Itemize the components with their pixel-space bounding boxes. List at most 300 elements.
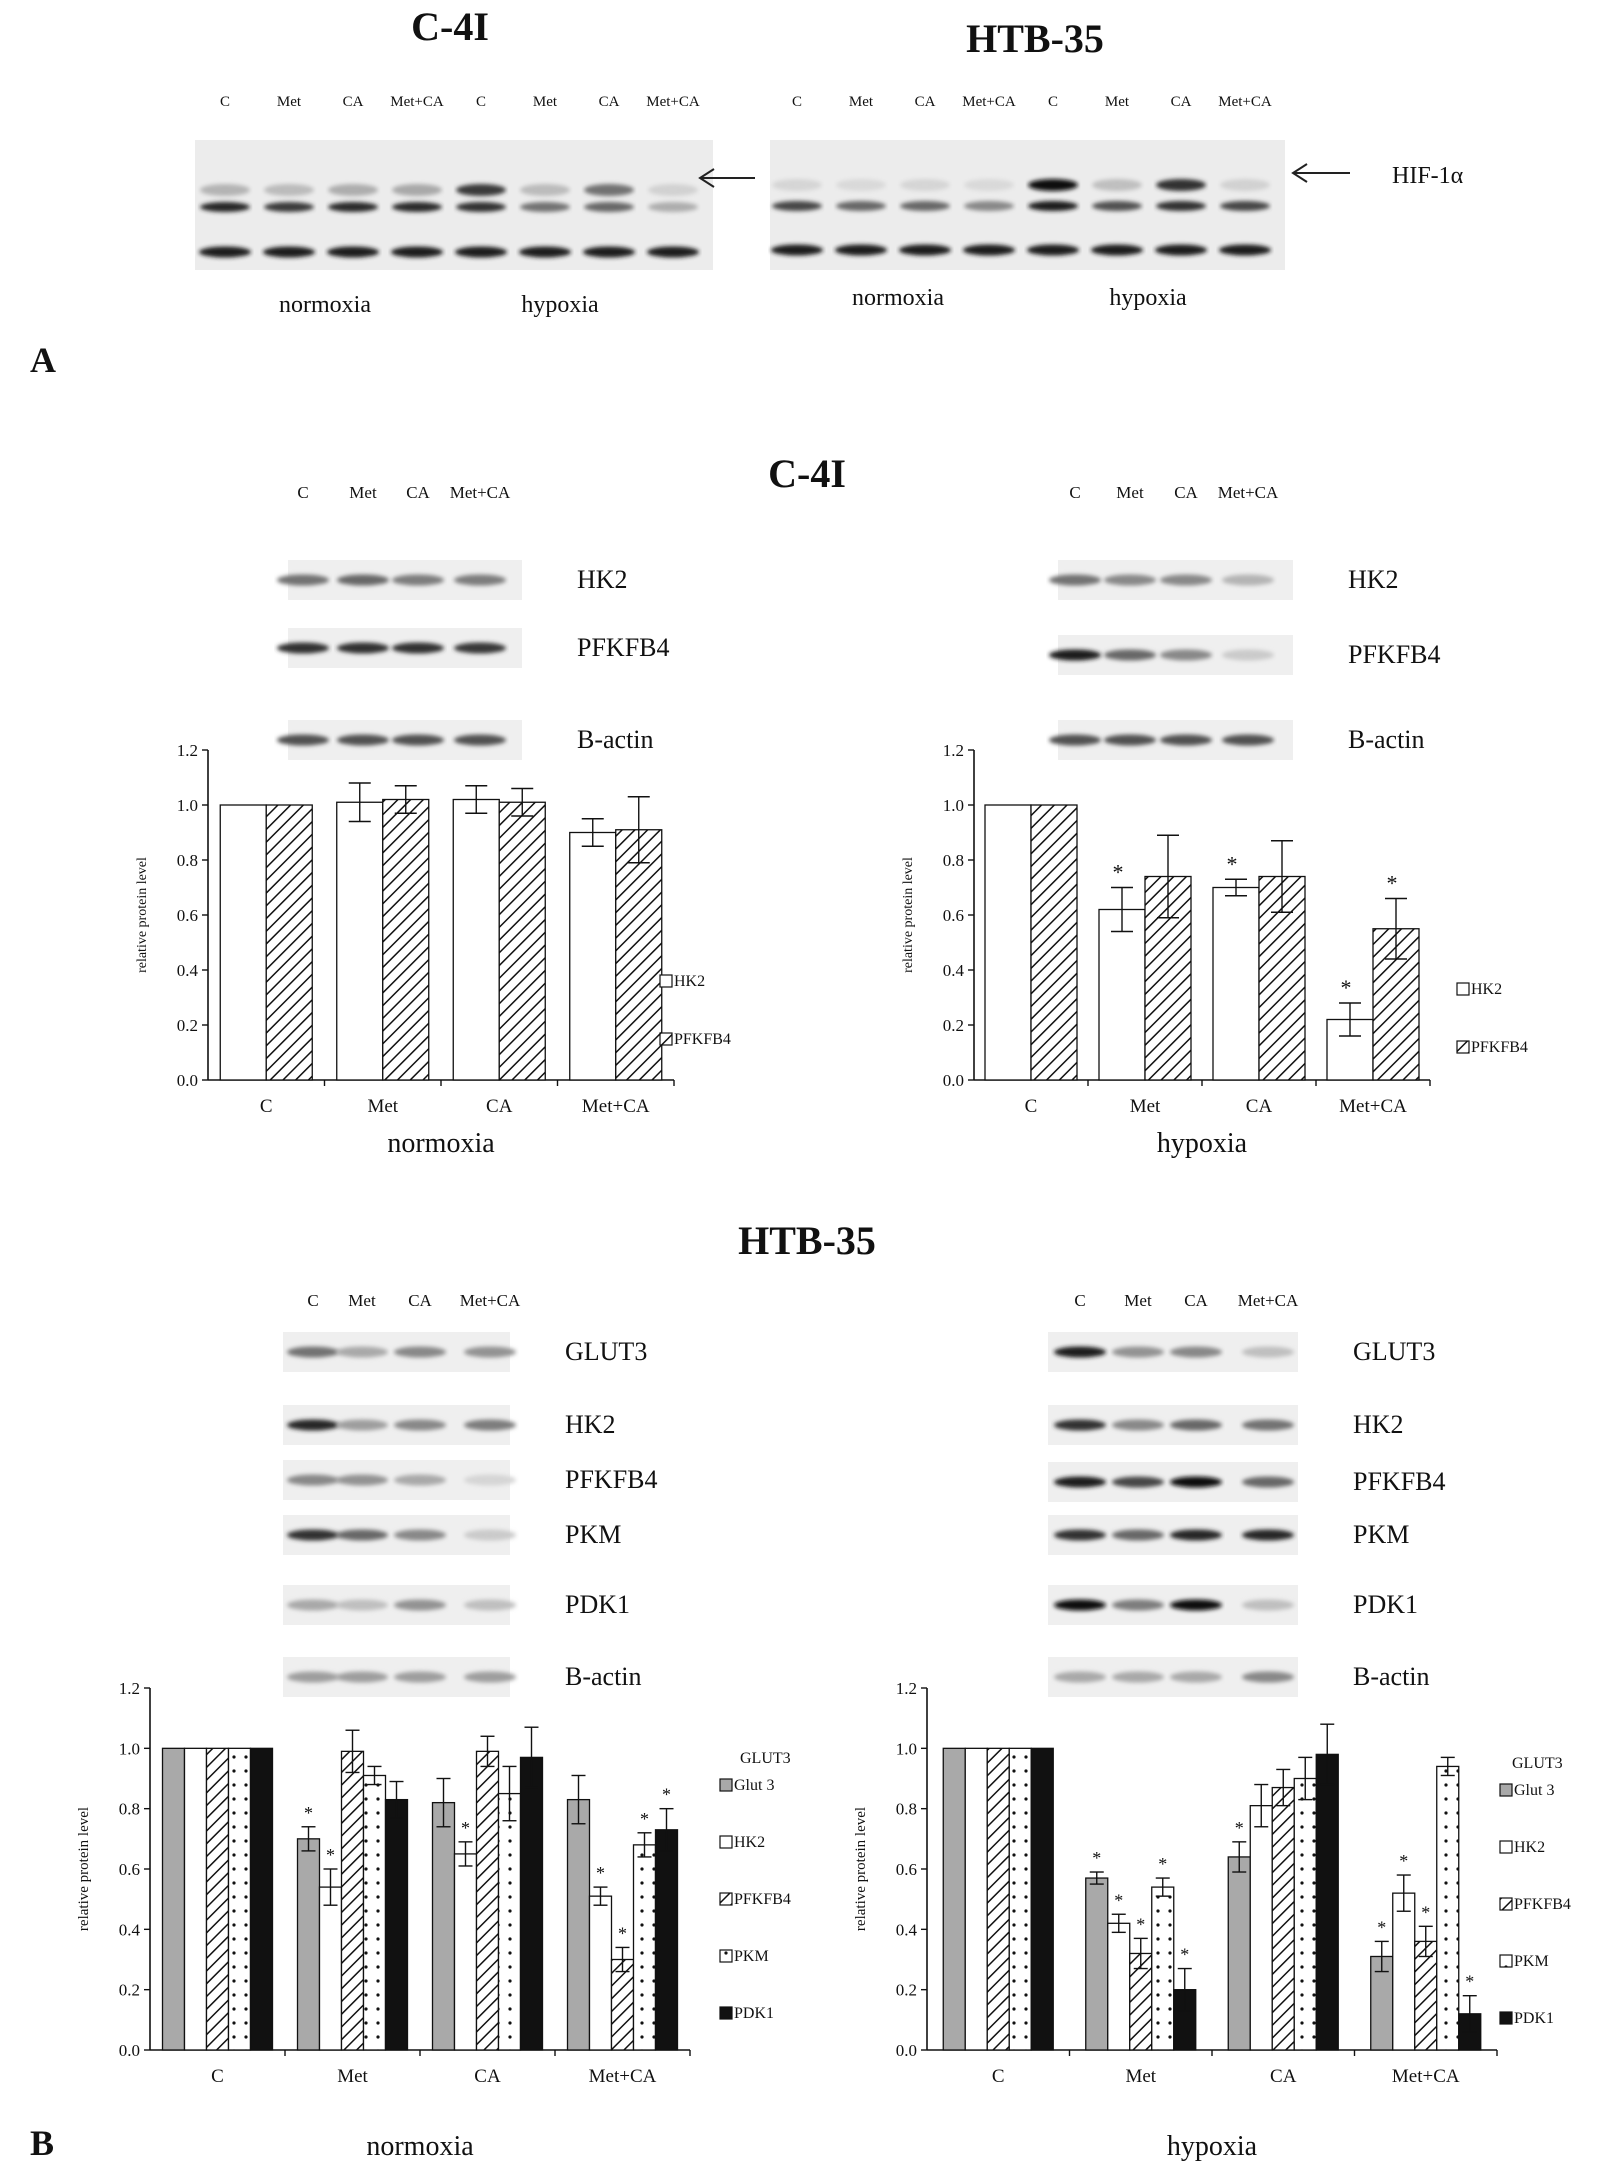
blot-band — [1155, 245, 1207, 256]
bar-pkm — [1009, 1748, 1031, 2050]
significance-marker: * — [1092, 1848, 1102, 1869]
blot-band — [964, 179, 1014, 191]
x-tick-label: Met — [367, 1096, 399, 1117]
x-tick-label: Met+CA — [581, 1096, 650, 1117]
bar-pdk1 — [521, 1757, 543, 2050]
y-tick-label: 0.8 — [895, 1799, 917, 1819]
protein-label: PKM — [565, 1520, 622, 1549]
blot-band — [287, 1600, 339, 1611]
bar-glut-3 — [943, 1748, 965, 2050]
significance-marker: * — [1180, 1944, 1190, 1965]
lane-label: CA — [342, 94, 364, 110]
lane-label: Met+CA — [646, 94, 700, 110]
blot-band — [336, 1475, 388, 1486]
blot-band — [1112, 1347, 1164, 1358]
bar-pfkfb4 — [1031, 805, 1077, 1080]
significance-marker: * — [1386, 870, 1398, 896]
y-tick-label: 0.8 — [176, 851, 198, 870]
panel_b_c4i-hypoxia-blots — [1049, 483, 1441, 760]
bar-glut-3 — [568, 1800, 590, 2050]
x-tick-label: CA — [1245, 1096, 1273, 1117]
lane-label: C — [297, 483, 309, 502]
significance-marker: * — [1399, 1851, 1409, 1872]
y-tick-label: 1.0 — [895, 1739, 917, 1759]
blot-band — [1049, 735, 1101, 746]
lane-label: Met+CA — [1218, 94, 1272, 110]
protein-label: B-actin — [1353, 1662, 1430, 1691]
blot-band — [1092, 179, 1142, 191]
x-axis-label: hypoxia — [1166, 2131, 1258, 2162]
blot-band — [1092, 201, 1142, 211]
blot-band — [1028, 201, 1078, 211]
protein-label: PDK1 — [1353, 1590, 1419, 1619]
bar-pkm — [1294, 1779, 1316, 2051]
x-tick-label: C — [259, 1096, 273, 1117]
condition-label: hypoxia — [1109, 285, 1187, 311]
blot-band — [287, 1530, 339, 1541]
x-axis-label: normoxia — [366, 2131, 474, 2162]
bar-pkm — [1152, 1887, 1174, 2050]
significance-marker: * — [304, 1802, 313, 1823]
blot-band — [454, 735, 506, 746]
blot-band — [1170, 1600, 1222, 1611]
blot-band — [1242, 1530, 1294, 1541]
panel_b_c4i-normoxia-blots — [277, 483, 670, 760]
blot-band — [836, 179, 886, 191]
bar-pfkfb4 — [342, 1751, 364, 2050]
x-tick-label: Met+CA — [1339, 1096, 1407, 1117]
blot-band — [1091, 245, 1143, 256]
x-tick-label: Met — [337, 2066, 368, 2087]
significance-marker: * — [1114, 1890, 1124, 1911]
blot-band — [1112, 1530, 1164, 1541]
bar-hk2 — [570, 833, 616, 1081]
blot-band — [1054, 1600, 1106, 1611]
blot-band — [772, 179, 822, 191]
blot-band — [963, 245, 1015, 256]
blot-band — [337, 575, 389, 586]
blot-band — [1049, 575, 1101, 586]
significance-marker: * — [1226, 851, 1238, 877]
y-tick-label: 0.6 — [118, 1860, 140, 1879]
blot-band — [337, 643, 389, 654]
bar-hk2 — [1213, 888, 1259, 1081]
lane-label: CA — [408, 1291, 432, 1310]
blot-band — [392, 643, 444, 654]
bar-glut-3 — [298, 1839, 320, 2050]
blot-band — [1220, 201, 1270, 211]
significance-marker: * — [596, 1863, 605, 1884]
blot-band — [1242, 1420, 1294, 1431]
panel-a-blot-0 — [195, 4, 713, 318]
blot-band — [520, 184, 570, 196]
blot-band — [1170, 1420, 1222, 1431]
y-tick-label: 0.0 — [895, 2041, 917, 2060]
y-tick-label: 0.2 — [118, 1980, 140, 2000]
blot-band — [900, 201, 950, 211]
blot-band — [391, 247, 443, 258]
blot-band — [771, 245, 823, 256]
panel-a-blot-1 — [770, 16, 1285, 311]
legend-swatch — [1500, 1841, 1512, 1853]
bar-pdk1 — [1316, 1754, 1338, 2050]
bar-chart-0 — [135, 741, 731, 1159]
x-axis-label: normoxia — [387, 1128, 495, 1159]
significance-marker: * — [1112, 859, 1124, 885]
lane-label: C — [219, 94, 231, 110]
protein-label: HK2 — [577, 565, 628, 594]
blot-band — [1027, 245, 1079, 256]
lane-label: CA — [406, 483, 430, 502]
blot-band — [336, 1420, 388, 1431]
bar-hk2 — [455, 1854, 477, 2050]
y-tick-label: 0.4 — [176, 961, 198, 980]
blot-band — [1049, 650, 1101, 661]
bar-hk2 — [1250, 1806, 1272, 2050]
blot-band — [464, 1530, 516, 1541]
y-tick-label: 0.8 — [942, 851, 964, 870]
blot-band — [648, 202, 698, 212]
lane-label: Met — [348, 1291, 376, 1310]
y-tick-label: 1.0 — [118, 1739, 140, 1759]
blot-band — [1104, 650, 1156, 661]
y-tick-label: 1.2 — [895, 1679, 917, 1698]
blot-band — [336, 1347, 388, 1358]
legend-swatch — [720, 1779, 732, 1791]
legend-swatch — [1457, 1041, 1469, 1053]
blot-band — [836, 201, 886, 211]
protein-label: PFKFB4 — [1353, 1467, 1446, 1496]
blot-band — [464, 1420, 516, 1431]
blot-band — [1112, 1600, 1164, 1611]
blot-band — [394, 1530, 446, 1541]
cell-line-title: C-4I — [768, 451, 846, 496]
blot-band — [1222, 735, 1274, 746]
blot-band — [454, 575, 506, 586]
condition-label: hypoxia — [521, 292, 599, 318]
bar-pdk1 — [656, 1830, 678, 2050]
blot-band — [520, 202, 570, 212]
blot-band — [1242, 1600, 1294, 1611]
blot-band — [263, 247, 315, 258]
blot-band — [1160, 650, 1212, 661]
lane-label: CA — [1184, 1291, 1208, 1310]
bar-pfkfb4 — [1272, 1788, 1294, 2050]
blot-band — [392, 184, 442, 196]
x-tick-label: C — [991, 2066, 1005, 2087]
legend-swatch — [1500, 1784, 1512, 1796]
blot-band — [899, 245, 951, 256]
blot-band — [394, 1475, 446, 1486]
protein-label: GLUT3 — [565, 1337, 648, 1366]
blot-band — [584, 184, 634, 196]
y-tick-label: 1.2 — [118, 1679, 140, 1698]
y-tick-label: 0.0 — [118, 2041, 140, 2060]
significance-marker: * — [1377, 1917, 1387, 1938]
x-tick-label: C — [211, 2066, 224, 2087]
blot-band — [1028, 179, 1078, 191]
legend-swatch — [1500, 1955, 1512, 1967]
cell-line-title: C-4I — [411, 4, 489, 49]
blot-band — [1156, 201, 1206, 211]
blot-band — [1220, 179, 1270, 191]
y-axis-label: relative protein level — [853, 1806, 869, 1932]
lane-label: Met+CA — [390, 94, 444, 110]
blot-band — [394, 1600, 446, 1611]
significance-marker: * — [1234, 1817, 1244, 1838]
legend-swatch — [720, 2007, 732, 2019]
bar-pfkfb4 — [616, 830, 662, 1080]
legend-swatch — [720, 1893, 732, 1905]
bar-chart-2 — [76, 1679, 791, 2162]
bar-hk2 — [453, 800, 499, 1081]
blot-band — [900, 179, 950, 191]
protein-label: HK2 — [565, 1410, 616, 1439]
significance-marker: * — [1421, 1902, 1431, 1923]
y-tick-label: 0.0 — [176, 1071, 198, 1090]
y-tick-label: 1.2 — [942, 741, 964, 760]
y-tick-label: 0.4 — [895, 1920, 917, 1940]
legend-swatch — [660, 1033, 672, 1045]
lane-label: C — [1069, 483, 1081, 502]
marker-label: HIF-1α — [1392, 163, 1464, 189]
lane-label: Met — [1116, 483, 1144, 502]
blot-band — [394, 1347, 446, 1358]
x-tick-label: Met+CA — [588, 2066, 657, 2087]
lane-label: CA — [1170, 94, 1192, 110]
blot-band — [327, 247, 379, 258]
panel_b_htb35-hypoxia-blots — [1048, 1291, 1446, 1697]
legend-label: PDK1 — [1514, 2010, 1555, 2027]
bar-hk2 — [337, 802, 383, 1080]
legend-title: GLUT3 — [1512, 1755, 1563, 1772]
blot-band — [264, 184, 314, 196]
blot-band — [964, 201, 1014, 211]
blot-band — [1112, 1420, 1164, 1431]
bar-glut-3 — [433, 1803, 455, 2050]
blot-band — [336, 1530, 388, 1541]
blot-band — [1222, 575, 1274, 586]
blot-band — [1170, 1477, 1222, 1488]
blot-band — [454, 643, 506, 654]
significance-marker: * — [618, 1923, 627, 1944]
blot-band — [392, 575, 444, 586]
blot-band — [392, 202, 442, 212]
legend-label: HK2 — [734, 1834, 766, 1851]
y-axis-label: relative protein level — [76, 1806, 92, 1932]
bar-hk2 — [965, 1748, 987, 2050]
blot-band — [1156, 179, 1206, 191]
bar-pfkfb4 — [266, 805, 312, 1080]
lane-label: C — [1074, 1291, 1086, 1310]
x-tick-label: CA — [474, 2066, 501, 2087]
blot-band — [1242, 1477, 1294, 1488]
bar-glut-3 — [1086, 1878, 1108, 2050]
blot-band — [1160, 575, 1212, 586]
blot-band — [1054, 1672, 1106, 1683]
lane-label: Met — [848, 94, 874, 110]
blot-band — [336, 1600, 388, 1611]
y-tick-label: 0.8 — [118, 1799, 140, 1819]
lane-label: Met — [276, 94, 302, 110]
bar-hk2 — [185, 1748, 207, 2050]
legend-label: Glut 3 — [1514, 1782, 1555, 1799]
bar-pdk1 — [386, 1800, 408, 2050]
lane-label: CA — [1174, 483, 1198, 502]
lane-label: C — [475, 94, 487, 110]
lane-label: Met+CA — [449, 483, 511, 502]
lane-label: C — [307, 1291, 319, 1310]
blot-band — [584, 202, 634, 212]
protein-label: PFKFB4 — [565, 1465, 658, 1494]
bar-chart-3 — [853, 1679, 1571, 2162]
legend-swatch — [1500, 1898, 1512, 1910]
bar-pfkfb4 — [207, 1748, 229, 2050]
blot-band — [519, 247, 571, 258]
bar-pfkfb4 — [1415, 1941, 1437, 2050]
lane-label: CA — [598, 94, 620, 110]
blot-band — [464, 1347, 516, 1358]
legend-label: HK2 — [1514, 1839, 1546, 1856]
significance-marker: * — [461, 1817, 470, 1838]
significance-marker: * — [326, 1845, 335, 1865]
bar-pfkfb4 — [477, 1751, 499, 2050]
y-tick-label: 0.0 — [942, 1071, 964, 1090]
y-tick-label: 1.0 — [942, 796, 964, 815]
legend-swatch — [660, 975, 672, 987]
y-tick-label: 1.0 — [176, 796, 198, 815]
legend-label: HK2 — [1471, 981, 1503, 998]
lane-label: CA — [914, 94, 936, 110]
cell-line-title: HTB-35 — [966, 16, 1104, 61]
significance-marker: * — [1465, 1971, 1475, 1992]
blot-band — [200, 184, 250, 196]
blot-band — [394, 1420, 446, 1431]
blot-band — [1054, 1420, 1106, 1431]
blot-band — [1054, 1347, 1106, 1358]
significance-marker: * — [1158, 1854, 1168, 1875]
condition-label: normoxia — [279, 292, 371, 318]
legend-swatch — [720, 1950, 732, 1962]
lane-label: Met — [532, 94, 558, 110]
y-tick-label: 0.2 — [895, 1980, 917, 2000]
protein-label: HK2 — [1353, 1410, 1404, 1439]
blot-band — [394, 1672, 446, 1683]
blot-band — [287, 1672, 339, 1683]
y-axis-label: relative protein level — [901, 857, 916, 973]
lane-label: C — [791, 94, 803, 110]
y-tick-label: 0.4 — [942, 961, 964, 980]
lane-label: Met — [1124, 1291, 1152, 1310]
blot-band — [1219, 245, 1271, 256]
legend-swatch — [1500, 2012, 1512, 2024]
y-tick-label: 0.2 — [942, 1016, 964, 1035]
protein-label: PFKFB4 — [577, 633, 670, 662]
protein-label: B-actin — [577, 725, 654, 754]
bar-pkm — [634, 1845, 656, 2050]
blot-band — [1170, 1530, 1222, 1541]
blot-band — [328, 202, 378, 212]
protein-label: B-actin — [565, 1662, 642, 1691]
blot-band — [277, 575, 329, 586]
lane-label: Met+CA — [1217, 483, 1279, 502]
legend-label: PKM — [734, 1948, 769, 1965]
bar-pdk1 — [251, 1748, 273, 2050]
y-axis-label: relative protein level — [135, 857, 150, 973]
protein-label: PFKFB4 — [1348, 640, 1441, 669]
lane-label: Met — [349, 483, 377, 502]
x-tick-label: C — [1024, 1096, 1038, 1117]
panel-label-a: A — [30, 340, 56, 380]
blot-band — [1242, 1347, 1294, 1358]
blot-band — [287, 1420, 339, 1431]
blot-band — [199, 247, 251, 258]
legend-label: PFKFB4 — [674, 1031, 731, 1048]
y-tick-label: 0.2 — [176, 1016, 198, 1035]
panel_b_htb35-normoxia-blots — [283, 1291, 658, 1697]
blot-band — [1112, 1672, 1164, 1683]
bar-hk2 — [985, 805, 1031, 1080]
bar-hk2 — [220, 805, 266, 1080]
x-tick-label: CA — [486, 1096, 513, 1117]
blot-band — [464, 1600, 516, 1611]
blot-band — [647, 247, 699, 258]
blot-band — [1170, 1672, 1222, 1683]
x-axis-label: hypoxia — [1156, 1128, 1248, 1159]
bar-glut-3 — [163, 1748, 185, 2050]
lane-label: Met+CA — [459, 1291, 521, 1310]
blot-band — [772, 201, 822, 211]
bar-chart-1 — [901, 741, 1528, 1159]
protein-label: HK2 — [1348, 565, 1399, 594]
blot-band — [1242, 1672, 1294, 1683]
blot-band — [456, 202, 506, 212]
blot-band — [456, 184, 506, 196]
blot-band — [1054, 1477, 1106, 1488]
bar-pfkfb4 — [383, 800, 429, 1081]
protein-label: B-actin — [1348, 725, 1425, 754]
lane-label: Met+CA — [962, 94, 1016, 110]
cell-line-title: HTB-35 — [738, 1218, 876, 1263]
legend-swatch — [1457, 983, 1469, 995]
blot-band — [1104, 575, 1156, 586]
y-tick-label: 0.6 — [942, 906, 964, 925]
bar-pkm — [1437, 1766, 1459, 2050]
blot-band — [200, 202, 250, 212]
legend-label: Glut 3 — [734, 1777, 775, 1794]
blot-band — [1112, 1477, 1164, 1488]
y-tick-label: 0.4 — [118, 1920, 140, 1940]
legend-label: PFKFB4 — [1514, 1896, 1571, 1913]
bar-pdk1 — [1031, 1748, 1053, 2050]
y-tick-label: 0.6 — [895, 1860, 917, 1879]
blot-band — [464, 1475, 516, 1486]
bar-pkm — [499, 1794, 521, 2050]
protein-label: GLUT3 — [1353, 1337, 1436, 1366]
bar-pkm — [364, 1775, 386, 2050]
x-tick-label: Met — [1125, 2066, 1157, 2087]
x-tick-label: Met+CA — [1391, 2066, 1460, 2087]
legend-title: GLUT3 — [740, 1750, 791, 1767]
blot-band — [1104, 735, 1156, 746]
blot-band — [392, 735, 444, 746]
blot-band — [1160, 735, 1212, 746]
blot-band — [337, 735, 389, 746]
blot-band — [1170, 1347, 1222, 1358]
blot-band — [277, 735, 329, 746]
blot-band — [583, 247, 635, 258]
y-tick-label: 1.2 — [176, 741, 198, 760]
